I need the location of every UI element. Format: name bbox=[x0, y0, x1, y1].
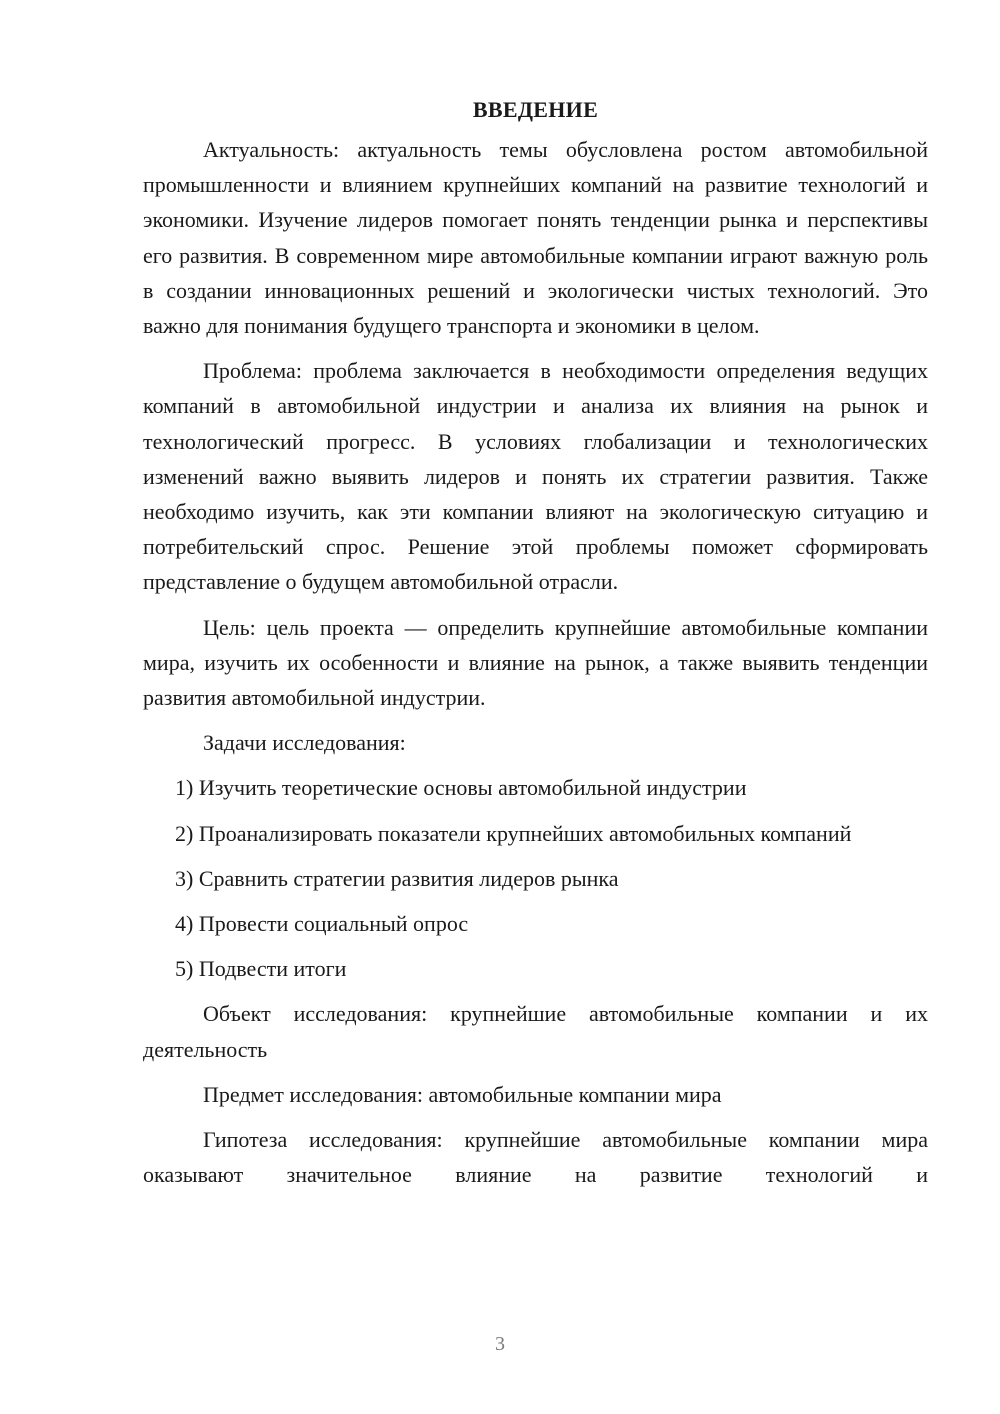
tasks-heading: Задачи исследования: bbox=[203, 730, 406, 756]
task-item-4: 4) Провести социальный опрос bbox=[175, 911, 469, 937]
paragraph-hypothesis: Гипотеза исследования: крупнейшие автомобильные компании мира оказывают значительное влияние на развитие технологий и bbox=[143, 1127, 928, 1188]
paragraph-object: Объект исследования: крупнейшие автомобильные компании и их деятельность bbox=[143, 1001, 928, 1062]
paragraph-problem: Проблема: проблема заключается в необходимости определения ведущих компаний в автомобильной индустрии и анализа их влияния на рынок и технологический прогресс. В условиях глобализации и технологических изменений важно выявить лидеров и понять их стратегии развития. Также необходимо изучить, как эти компании влияют на экологическую ситуацию и потребительский спрос. Решение этой проблемы поможет сформировать представление о будущем автомобильной отрасли. bbox=[143, 358, 928, 595]
paragraph-subject: Предмет исследования: автомобильные компании мира bbox=[203, 1081, 722, 1107]
paragraph-relevance: Актуальность: актуальность темы обусловлена ростом автомобильной промышленности и влиянием крупнейших компаний на развитие технологий и экономики. Изучение лидеров помогает понять тенденции рынка и перспективы его развития. В современном мире автомобильные компании играют важную роль в создании инновационных решений и экологически чистых технологий. Это важно для понимания будущего транспорта и экономики в целом. bbox=[143, 137, 928, 339]
task-item-5: 5) Подвести итоги bbox=[175, 956, 347, 982]
document-page bbox=[143, 92, 928, 1202]
task-item-2: 2) Проанализировать показатели крупнейших автомобильных компаний bbox=[175, 820, 852, 846]
page-number: 3 bbox=[495, 1333, 505, 1355]
task-item-1: 1) Изучить теоретические основы автомобильной индустрии bbox=[175, 775, 747, 801]
section-title: ВВЕДЕНИЕ bbox=[472, 97, 599, 122]
task-item-3: 3) Сравнить стратегии развития лидеров рынка bbox=[175, 865, 619, 891]
paragraph-goal: Цель: цель проекта — определить крупнейшие автомобильные компании мира, изучить их особенности и влияние на рынок, а также выявить тенденции развития автомобильной индустрии. bbox=[143, 614, 928, 711]
